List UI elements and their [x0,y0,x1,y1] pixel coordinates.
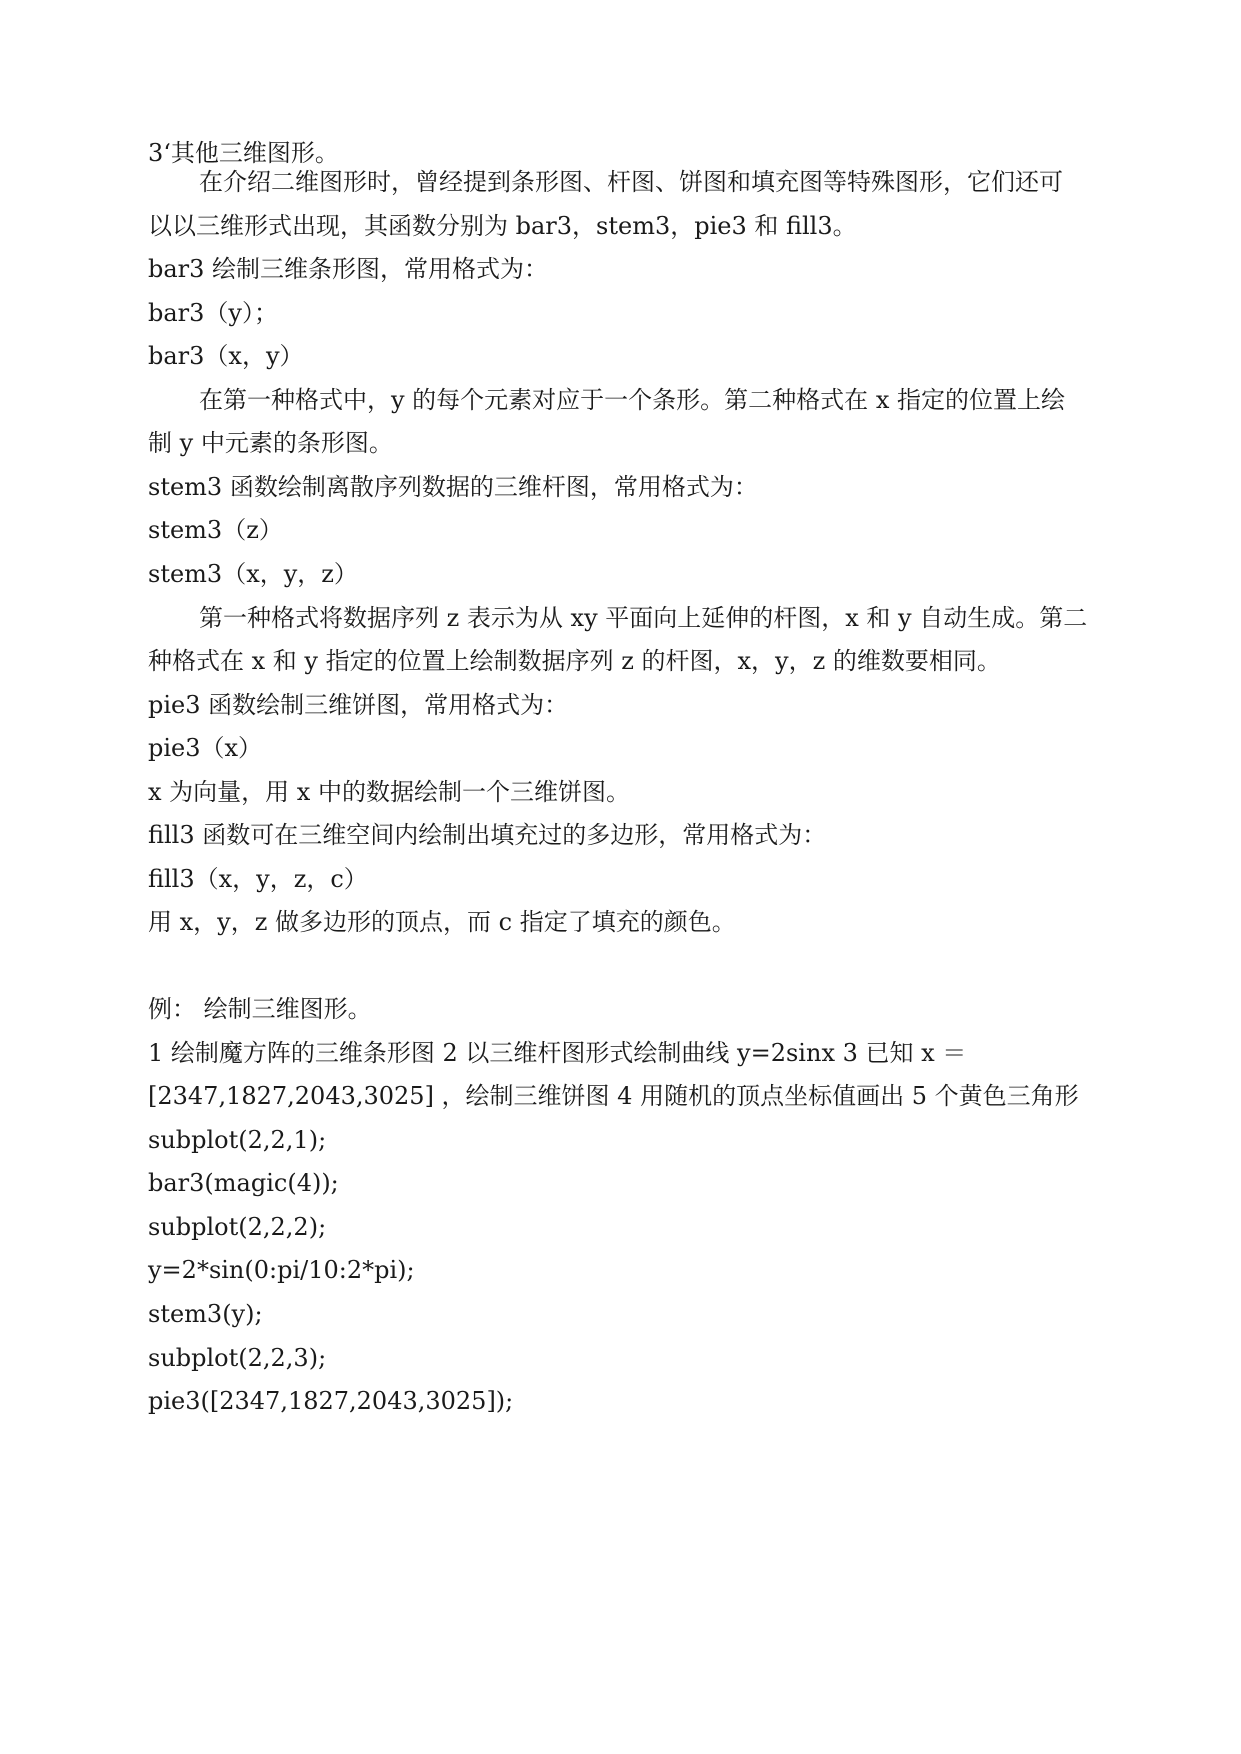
code-line: subplot(2,2,2); [148,1213,327,1241]
code-line: subplot(2,2,1); [148,1126,327,1154]
paragraph-line: 1 绘制魔方阵的三维条形图 2 以三维杆图形式绘制曲线 y=2sinx 3 已知 x ＝ [148,1039,967,1067]
text-line: stem3 函数绘制离散序列数据的三维杆图，常用格式为： [148,473,758,501]
text-line: 用 x，y，z 做多边形的顶点，而 c 指定了填充的颜色。 [148,908,736,936]
text-line: bar3 绘制三维条形图，常用格式为： [148,255,549,283]
paragraph-line: 第一种格式将数据序列 z 表示为从 xy 平面向上延伸的杆图，x 和 y 自动生成。第二 [199,604,1088,632]
text-line: pie3 函数绘制三维饼图，常用格式为： [148,691,569,719]
code-line: pie3([2347,1827,2043,3025]); [148,1387,514,1415]
paragraph-line: 在第一种格式中，y 的每个元素对应于一个条形。第二种格式在 x 指定的位置上绘 [199,386,1065,414]
paragraph-line: 制 y 中元素的条形图。 [148,429,393,457]
code-line: pie3（x） [148,734,263,762]
paragraph-line: [2347,1827,2043,3025] ，绘制三维饼图 4 用随机的顶点坐标值画出 5 个黄色三角形 [148,1082,1079,1110]
text-line: x 为向量，用 x 中的数据绘制一个三维饼图。 [148,778,630,806]
paragraph-line: 以以三维形式出现，其函数分别为 bar3，stem3，pie3 和 fill3。 [148,212,857,240]
code-line: stem3（z） [148,516,283,544]
paragraph-line: 种格式在 x 和 y 指定的位置上绘制数据序列 z 的杆图，x，y，z 的维数要相同。 [148,647,1001,675]
code-line: fill3（x，y，z，c） [148,865,368,893]
example-heading: 例： 绘制三维图形。 [148,995,372,1023]
code-line: subplot(2,2,3); [148,1344,327,1372]
code-line: bar3（x，y） [148,342,304,370]
paragraph-line: 在介绍二维图形时，曾经提到条形图、杆图、饼图和填充图等特殊图形，它们还可 [199,168,1063,196]
code-line: stem3(y); [148,1300,263,1328]
code-line: stem3（x，y，z） [148,560,358,588]
code-line: y=2*sin(0:pi/10:2*pi); [148,1256,415,1284]
text-line: fill3 函数可在三维空间内绘制出填充过的多边形，常用格式为： [148,821,827,849]
section-heading: 3‘其他三维图形。 [148,139,339,167]
code-line: bar3（y）； [148,299,278,327]
code-line: bar3(magic(4)); [148,1169,339,1197]
